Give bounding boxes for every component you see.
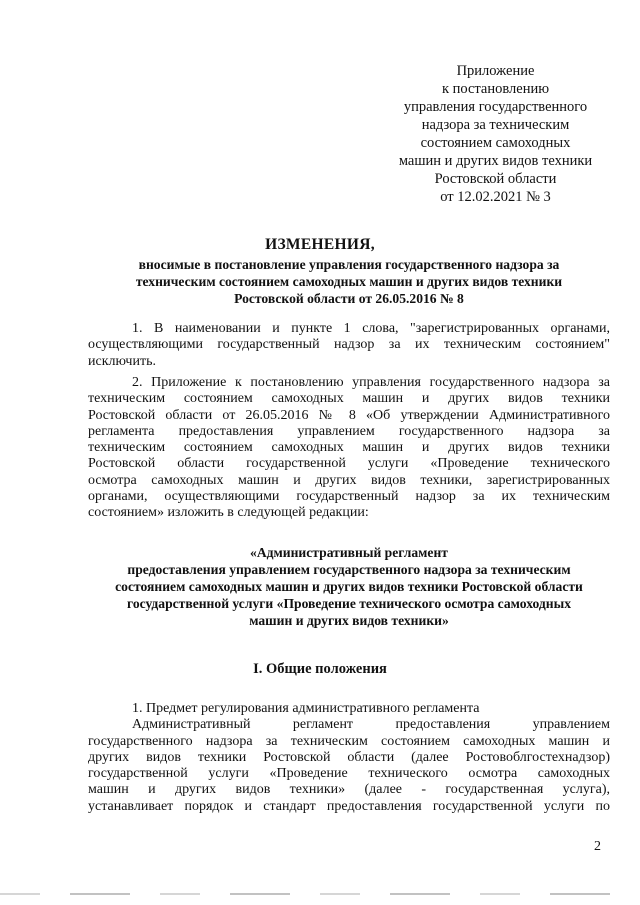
- appendix-line: к постановлению: [441, 81, 550, 97]
- text-line: осмотра самоходных машин и других видов техники, зарегистрированных: [88, 472, 610, 488]
- text-line: 1. Предмет регулирования административного регламента: [132, 701, 480, 716]
- document-title: ИЗМЕНЕНИЯ,: [265, 236, 375, 253]
- text-line: 2. Приложение к постановлению управления государственного надзора за: [132, 375, 610, 390]
- text-line: устанавливает порядок и стандарт предоставления государственной услуги по: [88, 798, 610, 814]
- appendix-header: [358, 62, 633, 206]
- paragraph-3: [88, 701, 610, 815]
- text-line: государственного надзора за техническим состоянием самоходных машин и: [88, 733, 610, 749]
- regulation-title-line: предоставления управлением государственного надзора за техническим: [127, 562, 571, 577]
- subtitle-line: Ростовской области от 26.05.2016 № 8: [234, 291, 464, 306]
- section-heading: I. Общие положения: [253, 661, 387, 677]
- page-number: 2: [594, 839, 601, 854]
- regulation-title-line: машин и других видов техники»: [249, 613, 449, 628]
- text-line: техническим состоянием самоходных машин и других видов техники: [88, 440, 610, 456]
- appendix-line: Ростовской области: [434, 171, 557, 187]
- appendix-line: состоянием самоходных: [420, 135, 571, 151]
- text-line: машин и других видов техники» (далее - государственная услуга),: [88, 782, 610, 798]
- regulation-title-line: состоянием самоходных машин и других видов техники Ростовской области: [115, 579, 583, 594]
- text-line: техническим состоянием самоходных машин и других видов техники: [88, 391, 610, 407]
- appendix-line: машин и других видов техники: [398, 153, 593, 169]
- text-line: Ростовской области государственной услуги «Проведение технического: [88, 456, 610, 472]
- regulation-title-line: «Административный регламент: [250, 545, 448, 560]
- text-line: Административный регламент предоставления управлением: [132, 717, 610, 733]
- subtitle-line: вносимые в постановление управления государственного надзора за: [138, 257, 560, 272]
- text-line: регламента предоставления управлением государственного надзора за: [88, 423, 610, 439]
- text-line: исключить.: [88, 353, 156, 369]
- appendix-line: надзора за техническим: [421, 117, 570, 133]
- scan-edge-artifact: [0, 893, 640, 895]
- appendix-line: управления государственного: [403, 99, 588, 115]
- regulation-title-line: государственной услуги «Проведение технического осмотра самоходных: [126, 596, 571, 611]
- text-line: органами, осуществляющими государственный надзор за их техническим: [88, 489, 610, 505]
- paragraph-2: [88, 375, 610, 522]
- text-line: осуществляющими государственный надзор за их техническим состоянием": [88, 337, 610, 353]
- text-line: государственной услуги «Проведение технического осмотра самоходных: [88, 766, 610, 782]
- text-line: 1. В наименовании и пункте 1 слова, "зарегистрированных органами,: [132, 321, 610, 336]
- paragraph-1: [88, 321, 610, 370]
- text-line: состоянием» изложить в следующей редакции:: [88, 505, 369, 521]
- text-line: Ростовской области от 26.05.2016 № 8 «Об утверждении Административного: [88, 407, 610, 423]
- subtitle-line: техническим состоянием самоходных машин и других видов техники: [135, 274, 563, 289]
- text-line: других видов техники Ростовской области (далее Ростовоблгостехнадзор): [88, 749, 610, 765]
- appendix-line: Приложение: [456, 63, 535, 79]
- appendix-line: от 12.02.2021 № 3: [440, 189, 551, 205]
- regulation-title: [88, 544, 610, 629]
- document-subtitle: [88, 256, 610, 307]
